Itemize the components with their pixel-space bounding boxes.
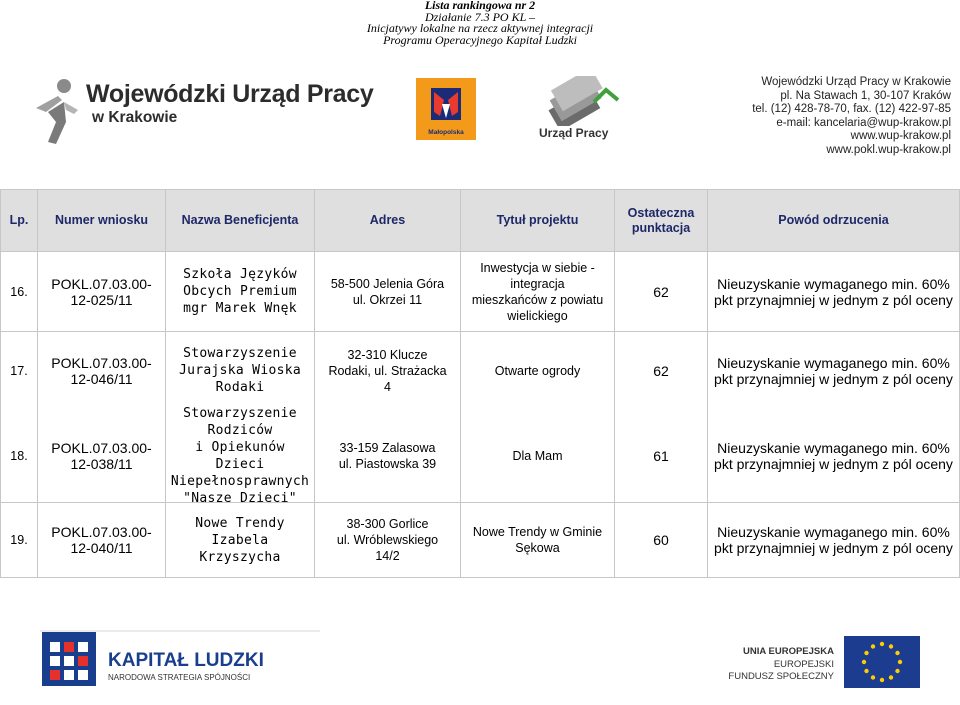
cell-nazwa-line: Rodziców bbox=[207, 422, 273, 438]
cell-adres-line: 14/2 bbox=[375, 549, 400, 563]
cell-tytul-line: integracja bbox=[510, 276, 565, 291]
cell-adres bbox=[315, 503, 460, 577]
document-heading bbox=[330, 0, 630, 46]
column-header-nazwa: Nazwa Beneficjenta bbox=[166, 190, 314, 251]
eu-line-1: UNIA EUROPEJSKA bbox=[743, 646, 834, 657]
wup-logo-name: Wojewódzki Urząd Pracy bbox=[86, 80, 374, 108]
cell-powod-line: pkt przynajmniej w jednym z pól oceny bbox=[714, 540, 953, 556]
cell-powod-line: Nieuzyskanie wymaganego min. 60% bbox=[717, 275, 950, 292]
cell-powod-line: Nieuzyskanie wymaganego min. 60% bbox=[717, 524, 950, 540]
heading-line-3: Inicjatywy lokalne na rzecz aktywnej integracji bbox=[366, 21, 594, 35]
cell-nazwa-line: mgr Marek Wnęk bbox=[183, 301, 297, 316]
document-title: Lista rankingowa nr 2 bbox=[424, 0, 536, 12]
cell-numer-line: 12-046/11 bbox=[70, 370, 133, 387]
cell-adres bbox=[315, 409, 460, 502]
column-header-numer: Numer wniosku bbox=[38, 190, 165, 251]
cell-powod-line: Nieuzyskanie wymaganego min. 60% bbox=[717, 439, 950, 456]
cell-numer bbox=[38, 252, 165, 331]
cell-nazwa bbox=[166, 503, 314, 577]
column-header-punktacja-line: punktacja bbox=[631, 220, 691, 235]
cell-powod bbox=[708, 252, 959, 331]
cell-numer-line: POKL.07.03.00- bbox=[51, 524, 152, 540]
malopolska-emblem-icon bbox=[416, 82, 476, 130]
malopolska-logo-label: Małopolska bbox=[428, 129, 464, 136]
contact-website[interactable]: www.wup-krakow.pl bbox=[850, 130, 951, 143]
cell-powod-line: pkt przynajmniej w jednym z pól oceny bbox=[714, 370, 953, 387]
cell-tytul bbox=[461, 503, 614, 577]
cell-nazwa-line: Stowarzyszenie bbox=[183, 405, 297, 421]
cell-nazwa-line: Rodaki bbox=[215, 380, 265, 395]
cell-lp: 17. bbox=[10, 363, 28, 378]
contact-info bbox=[752, 76, 951, 158]
contact-website[interactable]: www.pokl.wup-krakow.pl bbox=[826, 143, 951, 156]
wup-logo bbox=[28, 76, 378, 150]
cell-tytul bbox=[461, 252, 614, 331]
cell-adres-line: 38-300 Gorlice bbox=[346, 517, 429, 531]
cell-nazwa-line: Nowe Trendy bbox=[195, 515, 285, 531]
heading-line-2: Działanie 7.3 PO KL – bbox=[424, 9, 536, 24]
cell-numer-line: 12-040/11 bbox=[70, 540, 133, 556]
kapital-ludzki-title: KAPITAŁ LUDZKI bbox=[108, 650, 264, 671]
cell-powod-line: pkt przynajmniej w jednym z pól oceny bbox=[714, 455, 953, 472]
column-header-powod: Powód odrzucenia bbox=[708, 190, 959, 251]
cell-adres-line: ul. Okrzei 11 bbox=[352, 292, 423, 307]
cell-lp: 19. bbox=[10, 533, 28, 547]
cell-lp: 18. bbox=[10, 448, 28, 463]
cell-numer bbox=[38, 409, 165, 502]
cell-powod-line: pkt przynajmniej w jednym z pól oceny bbox=[714, 291, 953, 308]
contact-line: Wojewódzki Urząd Pracy w Krakowie bbox=[761, 76, 951, 88]
cell-tytul-line: Inwestycja w siebie - bbox=[480, 260, 595, 275]
contact-line: tel. (12) 428-78-70, fax. (12) 422-97-85 bbox=[752, 103, 951, 116]
cell-punktacja: 62 bbox=[653, 362, 669, 379]
eu-flag-icon bbox=[844, 636, 920, 688]
cell-nazwa bbox=[166, 405, 314, 506]
cell-powod bbox=[708, 409, 959, 502]
cell-nazwa-line: "Nasze Dzieci" bbox=[183, 490, 297, 506]
cell-lp: 16. bbox=[10, 284, 28, 299]
contact-email[interactable]: e-mail: kancelaria@wup-krakow.pl bbox=[776, 116, 951, 129]
cell-numer-line: POKL.07.03.00- bbox=[51, 275, 152, 292]
cell-nazwa-line: i Opiekunów Dzieci bbox=[195, 439, 285, 472]
cell-powod-line: Nieuzyskanie wymaganego min. 60% bbox=[717, 354, 950, 371]
cell-adres-line: 33-159 Zalasowa bbox=[339, 440, 436, 455]
column-header-punktacja-line: Ostateczna bbox=[627, 205, 695, 220]
cell-adres-line: Rodaki, ul. Strażacka bbox=[328, 363, 447, 378]
cell-nazwa-line: Szkoła Języków bbox=[183, 267, 297, 282]
cell-punktacja: 62 bbox=[653, 283, 669, 300]
column-header-punktacja bbox=[615, 190, 707, 251]
ranking-table bbox=[0, 189, 960, 578]
cell-numer-line: 12-038/11 bbox=[70, 455, 133, 472]
cell-numer-line: 12-025/11 bbox=[70, 291, 133, 308]
malopolska-logo bbox=[416, 78, 476, 140]
cell-numer bbox=[38, 332, 165, 409]
cell-numer-line: POKL.07.03.00- bbox=[51, 439, 152, 456]
cards-stack-icon bbox=[536, 76, 626, 126]
cell-adres-line: 58-500 Jelenia Góra bbox=[330, 276, 445, 291]
cell-nazwa-line: Obcych Premium bbox=[183, 284, 297, 299]
cell-tytul-line: Sękowa bbox=[515, 541, 560, 555]
cell-adres bbox=[315, 332, 460, 409]
eu-logo bbox=[720, 634, 920, 688]
cell-adres-line: ul. Piastowska 39 bbox=[338, 456, 437, 471]
cell-punktacja: 60 bbox=[653, 532, 669, 548]
kapital-ludzki-subtitle: NARODOWA STRATEGIA SPÓJNOŚCI bbox=[108, 673, 251, 682]
cell-nazwa-line: Izabela Krzyszycha bbox=[199, 532, 281, 565]
heading-line-4: Programu Operacyjnego Kapitał Ludzki bbox=[383, 32, 577, 47]
cell-tytul-line: mieszkańców z powiatu bbox=[471, 292, 604, 307]
kapital-ludzki-logo bbox=[40, 630, 320, 690]
cell-nazwa-line: Jurajska Wioska bbox=[179, 363, 301, 378]
cell-numer bbox=[38, 503, 165, 577]
cell-nazwa-line: Niepełnosprawnych bbox=[170, 473, 310, 489]
cell-tytul-line: Nowe Trendy w Gminie bbox=[472, 525, 603, 539]
column-header-adres: Adres bbox=[315, 190, 460, 251]
contact-line: pl. Na Stawach 1, 30-107 Kraków bbox=[780, 89, 951, 102]
cell-tytul: Dla Mam bbox=[512, 448, 563, 463]
cell-adres-line: 4 bbox=[384, 379, 391, 394]
cell-nazwa bbox=[166, 332, 314, 409]
eu-line-3: FUNDUSZ SPOŁECZNY bbox=[728, 671, 834, 682]
cell-adres-line: ul. Wróblewskiego bbox=[336, 533, 439, 547]
cell-nazwa bbox=[166, 252, 314, 331]
cell-powod bbox=[708, 332, 959, 409]
running-person-icon bbox=[28, 76, 80, 146]
cell-adres bbox=[315, 252, 460, 331]
cell-adres-line: 32-310 Klucze bbox=[347, 347, 428, 362]
cell-nazwa-line: Stowarzyszenie bbox=[183, 346, 297, 361]
cell-tytul: Otwarte ogrody bbox=[494, 363, 581, 378]
eu-line-2: EUROPEJSKI bbox=[773, 659, 834, 670]
urzad-pracy-logo-label: Urząd Pracy bbox=[539, 126, 609, 140]
cell-punktacja: 61 bbox=[653, 447, 669, 464]
cell-powod bbox=[708, 503, 959, 577]
column-header-tytul: Tytuł projektu bbox=[461, 190, 614, 251]
urzad-pracy-logo bbox=[536, 76, 626, 146]
cell-numer-line: POKL.07.03.00- bbox=[51, 354, 152, 371]
column-header-lp: Lp. bbox=[1, 190, 37, 251]
wup-logo-city: w Krakowie bbox=[92, 109, 178, 126]
cell-tytul-line: wielickiego bbox=[507, 308, 568, 323]
